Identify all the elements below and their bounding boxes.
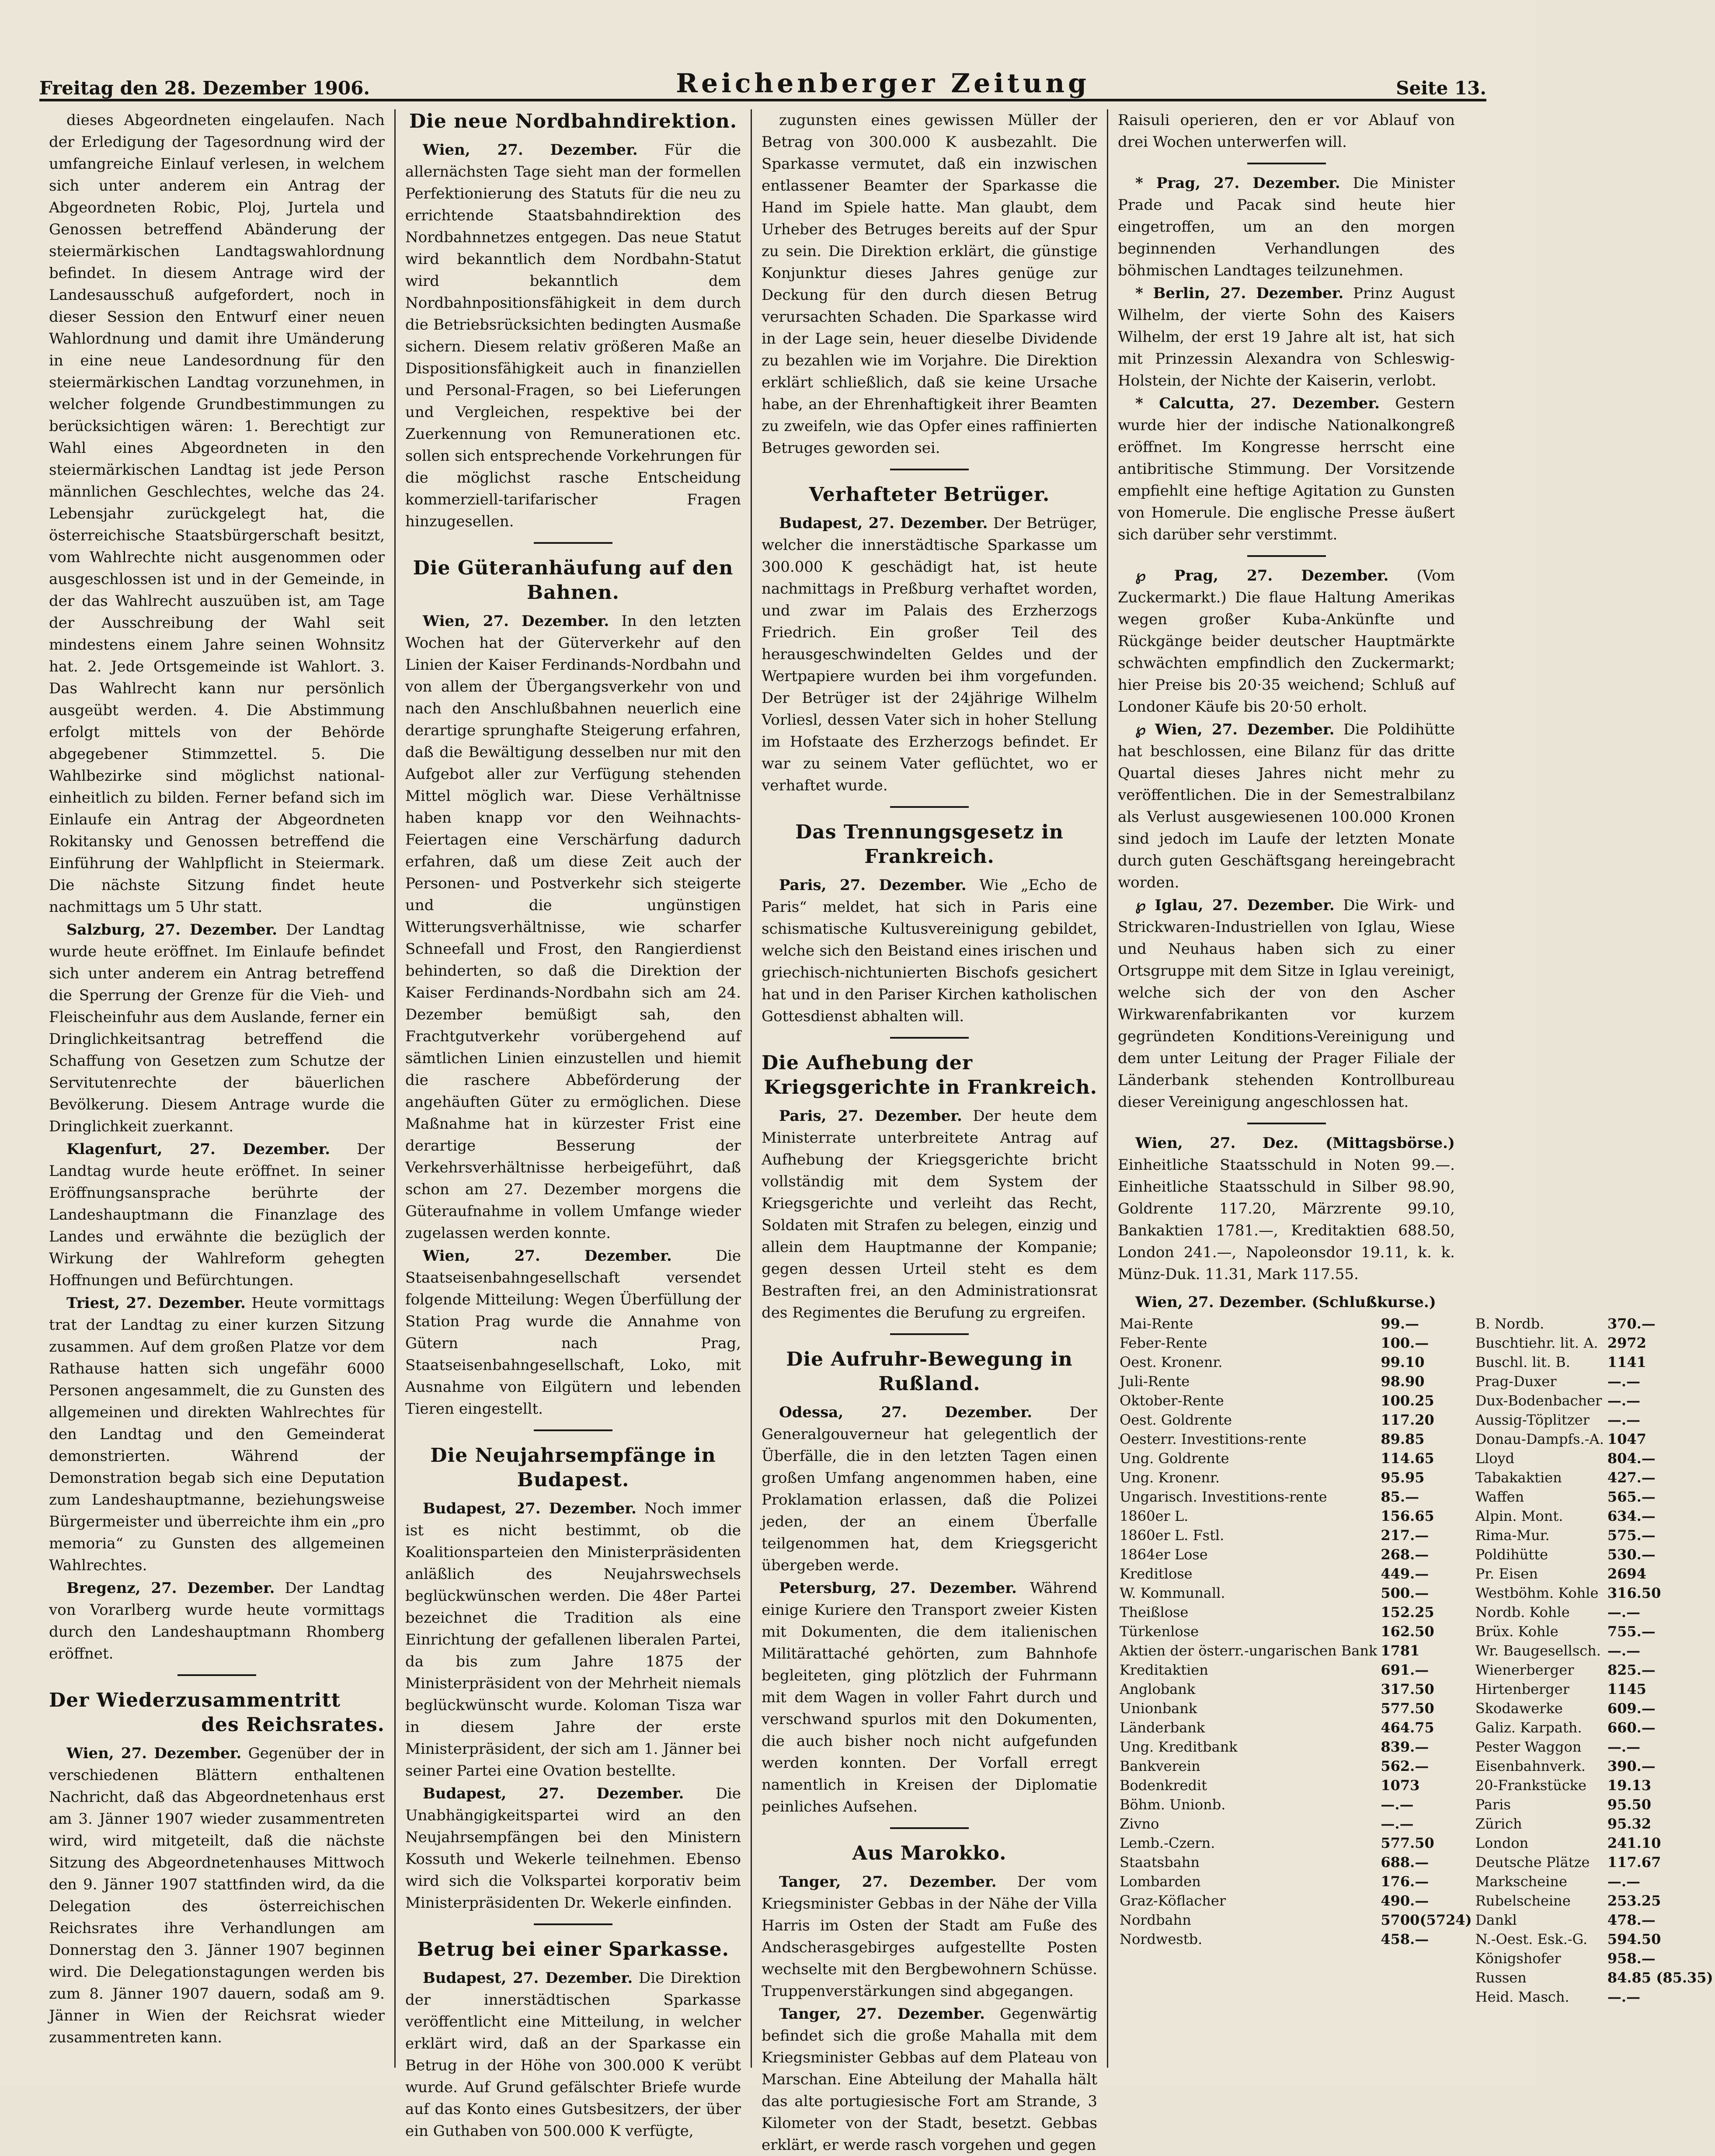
- article-text: Raisuli operieren, den er vor Ablauf von drei Wochen unterwerfen will.: [1118, 111, 1455, 151]
- stock-name: Staatsbahn: [1120, 1854, 1200, 1871]
- dateline: Tanger, 27. Dezember.: [779, 1873, 997, 1891]
- stock-row: [1118, 1833, 1715, 1853]
- article-body: Gegenüber der in verschiedenen Blättern enthaltenen Nachricht, daß das Abgeordnetenhaus erst am 3. Jänner 1907 wieder zusammentreten wird, wird mitgeteilt, daß die nächste Sitzung des Abgeordnetenhauses Mittwoch den 9. Jänner 1907 stattfinden wird, da die Delegation des österreichischen Reichsrates ihre Verhandlungen am Donnerstag den 3. Jänner 1907 beginnen wird. Die Delegationstagungen werden bis zum 8. Jänner 1907 dauern, sodaß am 9. Jänner in Wien der Reichsrat wieder zusammentreten kann.: [49, 1745, 385, 2046]
- stock-price: 316.50: [1607, 1585, 1661, 1601]
- column-4: [1108, 109, 1713, 2068]
- stock-price: [1379, 1949, 1473, 1968]
- dateline: Budapest, 27. Dezember.: [423, 1500, 637, 1517]
- stock-price: 577.50: [1381, 1835, 1434, 1851]
- dateline: * Berlin, 27. Dezember.: [1135, 285, 1344, 302]
- stock-name: Markscheine: [1475, 1873, 1567, 1890]
- stock-name: 1860er L.: [1120, 1508, 1189, 1524]
- article-body: Heute vormittags trat der Landtag zu einer kurzen Sitzung zusammen. Auf dem großen Platze vor dem Rathause hatten sich ungefähr 6000 Personen angesammelt, die zu Gunsten des allgemeinen und direkten Wahlrechtes für den Landtag und den Gemeinderat demonstrierten. Während der Demonstration begab sich eine Deputation zum Landeshauptmanne, beziehungsweise Bürgermeister und überreichte ihm ein „pro memoria“ zu Gunsten des allgemeinen Wahlrechtes.: [49, 1294, 385, 1574]
- article-text: [1118, 172, 1455, 282]
- separator-rule: [890, 1827, 969, 1829]
- stock-name: Rima-Mur.: [1475, 1527, 1550, 1544]
- dateline: Wien, 27. Dezember.: [66, 1745, 242, 1762]
- stock-row: [1118, 1853, 1715, 1872]
- stock-name: Eisenbahnverk.: [1475, 1758, 1586, 1774]
- stock-name: Feber-Rente: [1120, 1335, 1207, 1351]
- stock-price: —.—: [1607, 1989, 1640, 2005]
- stock-price: 99.10: [1381, 1354, 1425, 1370]
- stock-row: [1118, 1526, 1715, 1545]
- stock-price: 691.—: [1381, 1662, 1429, 1678]
- article-text: [49, 1292, 385, 1576]
- stock-price: 95.32: [1607, 1815, 1652, 1832]
- stock-name: Buschtiehr. lit. A.: [1475, 1335, 1598, 1351]
- dateline: Wien, 27. Dez. (Mittagsbörse.): [1135, 1134, 1455, 1152]
- article-text: [762, 1105, 1097, 1324]
- dateline: Petersburg, 27. Dezember.: [779, 1579, 1017, 1597]
- stock-name: Aktien der österr.-ungarischen Bank: [1120, 1642, 1378, 1659]
- stock-name: Ung. Kronenr.: [1120, 1469, 1220, 1486]
- stock-row: [1118, 1718, 1715, 1737]
- dateline: Paris, 27. Dezember.: [779, 876, 967, 894]
- stock-price: —.—: [1607, 1642, 1640, 1659]
- dateline: Bregenz, 27. Dezember.: [66, 1579, 275, 1597]
- article-text: [762, 2003, 1097, 2156]
- stock-name: Skodawerke: [1475, 1700, 1563, 1717]
- stock-list-heading: [1118, 1291, 1455, 1313]
- stock-name: Brüx. Kohle: [1475, 1623, 1558, 1640]
- article-text: [1118, 282, 1455, 392]
- stock-price: 1047: [1607, 1431, 1646, 1447]
- stock-quotes-table: [1118, 1314, 1715, 2006]
- stock-price: 825.—: [1607, 1662, 1656, 1678]
- stock-row: [1118, 1314, 1715, 1333]
- masthead: Reichenberger Zeitung: [676, 68, 1090, 99]
- stock-name: Nordwestb.: [1120, 1931, 1203, 1947]
- separator-rule: [890, 806, 969, 808]
- stock-row: [1118, 1487, 1715, 1506]
- column-1: [39, 109, 396, 2068]
- stock-name: Donau-Dampfs.-A.: [1475, 1431, 1604, 1447]
- stock-price: 162.50: [1381, 1623, 1434, 1640]
- stock-name: Zürich: [1475, 1815, 1522, 1832]
- stock-price: 89.85: [1381, 1431, 1425, 1447]
- article-body: Der Generalgouverneur hat gelegentlich der Überfälle, die in den letzten Tagen einen großen Umfang angenommen haben, eine Proklamation erlassen, daß die Polizei jeden, der an einem Überfalle teilgenommen hat, dem Kriegsgericht übergeben werde.: [762, 1404, 1097, 1574]
- stock-row: [1118, 1756, 1715, 1776]
- dateline: Salzburg, 27. Dezember.: [66, 921, 278, 939]
- stock-row: [1118, 1410, 1715, 1429]
- stock-price: 156.65: [1381, 1508, 1434, 1524]
- headline: Die Aufruhr-Bewegung in Rußland.: [786, 1348, 1073, 1395]
- stock-name: 1860er L. Fstl.: [1120, 1527, 1225, 1544]
- stock-name: [1118, 1949, 1379, 1968]
- dateline: ℘ Iglau, 27. Dezember.: [1135, 897, 1335, 914]
- stock-price: [1379, 1987, 1473, 2006]
- stock-price: 1141: [1607, 1354, 1646, 1370]
- stock-price: 114.65: [1381, 1450, 1434, 1467]
- stock-name: Prag-Duxer: [1475, 1373, 1557, 1390]
- dateline: Budapest, 27. Dezember.: [423, 1785, 684, 1802]
- stock-price: 755.—: [1607, 1623, 1656, 1640]
- article-body: Die Minister Prade und Pacak sind heute hier eingetroffen, um an den morgen beginnenden Verhandlungen des böhmischen Landtages teilzunehmen.: [1118, 174, 1455, 279]
- stock-name: Juli-Rente: [1120, 1373, 1190, 1390]
- stock-price: 562.—: [1381, 1758, 1429, 1774]
- stock-name: Kreditaktien: [1120, 1662, 1208, 1678]
- dateline: Tanger, 27. Dezember.: [779, 2005, 985, 2023]
- article-body: Während einige Kuriere den Transport zweier Kisten mit Dokumenten, die dem italienischen Militärattaché gehörten, zum Bahnhofe begleiteten, ging plötzlich der Fuhrmann mit dem Wagen in voller Fahrt durch und verschwand spurlos mit den Dokumenten, die auch bisher noch nicht aufgefunden werden konnten. Der Vorfall erregt namentlich in Kreisen der Diplomatie peinliches Aufsehen.: [762, 1579, 1098, 1815]
- stock-price: 370.—: [1607, 1315, 1656, 1332]
- stock-row: [1118, 1603, 1715, 1622]
- separator-rule: [177, 1674, 256, 1676]
- stock-price: 117.67: [1607, 1854, 1661, 1871]
- column-3: [752, 109, 1108, 2154]
- stock-name: 1864er Lose: [1120, 1546, 1208, 1563]
- separator-rule: [890, 469, 969, 470]
- article-body: Für die allernächsten Tage sieht man der formellen Perfektionierung des Statuts für die neu zu errichtende Staatsbahndirektion des Nordbahnnetzes entgegen. Das neue Statut wird bekanntlich dem Nordbahn-Statut wird bekanntlich dem Nordbahnpositionsfähigkeit in dem durch die Betriebsrücksichten bedingten Ausmaße sichern. Diesem relativ größeren Maße an Dispositionsfähigkeit auch in finanziellen und Personal-Fragen, so bei Lieferungen und Vergleichen, respektive bei der Zuerkennung von Remunerationen etc. sollen sich entsprechende Vorkehrungen für die möglichst rasche Entscheidung kommerziell-tarifarischer Fragen hinzugesellen.: [405, 141, 741, 530]
- article-body: In den letzten Wochen hat der Güterverkehr auf den Linien der Kaiser Ferdinands-Nordbahn und von allem der Übergangsverkehr von und nach den Anschlußbahnen neuerlich eine derartige sprunghafte Steigerung erfahren, daß die Bewältigung desselben nur mit den Aufgebot aller zur Verfügung stehenden Mittel möglich war. Diese Verhältnisse haben knapp vor den Weihnachts-Feiertagen eine Verschärfung dadurch erfahren, daß um diese Zeit auch der Personen- und Postverkehr sich steigerte und die ungünstigen Witterungsverhältnisse, wie scharfer Schneefall und Frost, den Rangierdienst behinderten, so daß die Direktion der Kaiser Ferdinands-Nordbahn sich am 24. Dezember bemüßigt sah, den Frachtgutverkehr vorübergehend auf sämtlichen Linien einzustellen und hiemit die raschere Abbeförderung der angehäuften Güter zu ermöglichen. Diese Maßnahme hat in kürzester Frist eine derartige Besserung der Verkehrsverhältnisse herbeigeführt, daß schon am 27. Dezember morgens die Güteraufnahme in vollem Umfange wieder zugelassen werden konnte.: [405, 612, 741, 1242]
- stock-price: 253.25: [1607, 1892, 1661, 1909]
- stock-name: Nordbahn: [1120, 1912, 1191, 1928]
- stock-row: [1118, 1891, 1715, 1910]
- article-text: [405, 1245, 741, 1420]
- stock-price: 449.—: [1381, 1565, 1429, 1582]
- stock-price: 241.10: [1607, 1835, 1661, 1851]
- dateline: ℘ Wien, 27. Dezember.: [1135, 721, 1335, 738]
- article-body: Noch immer ist es nicht bestimmt, ob die Koalitionsparteien den Ministerpräsidenten anläßlich des Neujahrswechsels beglückwünschen werden. Die 48er Partei bezeichnet die Tradition als eine Einrichtung der gefallenen liberalen Partei, da bis zum Jahre 1875 der Ministerpräsident von der Mehrheit niemals beglückwünscht wurde. Koloman Tisza war in diesem Jahre der erste Ministerpräsident, der sich am 1. Jänner bei seiner Partei eine Ovation bestellte.: [405, 1500, 741, 1780]
- stock-row: [1118, 1795, 1715, 1814]
- headline: Die neue Nordbahndirektion.: [409, 110, 737, 132]
- stock-price: —.—: [1607, 1739, 1640, 1755]
- stock-name: Buschl. lit. B.: [1475, 1354, 1570, 1370]
- stock-row: [1118, 1391, 1715, 1410]
- stock-name: Deutsche Plätze: [1475, 1854, 1590, 1871]
- stock-price: 100.25: [1381, 1392, 1434, 1409]
- stock-name: [1118, 1968, 1379, 1987]
- stock-name: Nordb. Kohle: [1475, 1604, 1570, 1620]
- headline: Der Wiederzusammentritt: [49, 1689, 341, 1711]
- dateline: * Prag, 27. Dezember.: [1135, 174, 1340, 192]
- stock-name: Lloyd: [1475, 1450, 1515, 1467]
- stock-price: 1145: [1607, 1681, 1646, 1697]
- stock-name: Lombarden: [1120, 1873, 1201, 1890]
- stock-price: 317.50: [1381, 1681, 1434, 1697]
- stock-price: [1379, 1968, 1473, 1987]
- stock-row: [1118, 1660, 1715, 1680]
- article-body: Die Staatseisenbahngesellschaft versendet folgende Mitteilung: Wegen Überfüllung der Station Prag wurde die Annahme von Gütern nach Prag, Staatseisenbahngesellschaft, Loko, mit Ausnahme von Eilgütern und lebenden Tieren eingestellt.: [405, 1247, 741, 1418]
- separator-rule: [534, 1429, 612, 1431]
- stock-price: 530.—: [1607, 1546, 1656, 1563]
- article-text: [405, 610, 741, 1244]
- article-text: zugunsten eines gewissen Müller der Betrag von 300.000 K ausbezahlt. Die Sparkasse vermutet, daß ein inzwischen entlassener Beamter der Sparkasse die Hand im Spiele hatte. Man glaubt, dem Urheber des Betruges bereits auf der Spur zu sein. Die Direktion erklärt, die günstige Konjunktur dieses Jahres genüge zur Deckung für den durch diesen Betrug verursachten Schaden. Die Sparkasse wird in der Lage sein, heuer dieselbe Dividende zu bezahlen wie im Vorjahre. Die Direktion erklärt schließlich, daß sie keine Ursache habe, an der Ehrenhaftigkeit ihrer Beamten zu zweifeln, wie das Opfer eines raffinierten Betruges geworden sei.: [762, 111, 1097, 457]
- stock-price: 500.—: [1381, 1585, 1429, 1601]
- stock-row: [1118, 1737, 1715, 1756]
- page-number: Seite 13.: [1396, 77, 1486, 99]
- column-2: [396, 109, 752, 2140]
- stock-name: Wienerberger: [1475, 1662, 1574, 1678]
- article-body: (Vom Zuckermarkt.) Die flaue Haltung Amerikas wegen großer Kuba-Ankünfte und Rückgänge beider deutscher Hauptmärkte schwächten empfindlich den Zuckermarkt; hier Preise bis 20·35 weichend; Schluß auf Londoner Käufe bis 20·50 erholt.: [1118, 567, 1455, 716]
- stock-name: W. Kommunall.: [1120, 1585, 1225, 1601]
- headline: Kriegsgerichte in Frankreich.: [764, 1076, 1097, 1099]
- stock-row: [1118, 1987, 1715, 2006]
- article-body: Der heute dem Ministerrate unterbreitete Antrag auf Aufhebung der Kriegsgerichte bricht vollständig mit dem System der Kriegsgerichte und verleiht das Recht, Soldaten mit Strafen zu belegen, einzig und allein dem Hauptmanne der Kompanie; gegen dessen Urteil steht es dem Bestraften frei, an den Administrationsrat des Regimentes die Berufung zu ergreifen.: [762, 1107, 1098, 1321]
- stock-name: Graz-Köflacher: [1120, 1892, 1226, 1909]
- headline: Die Aufhebung der: [762, 1052, 973, 1074]
- article-text: [405, 1967, 741, 2142]
- article-text: [1118, 894, 1455, 1113]
- stock-name: N.-Oest. Esk.-G.: [1475, 1931, 1588, 1947]
- article-body: Der Landtag wurde heute eröffnet. Im Einlaufe befindet sich unter anderem ein Antrag betreffend die Sperrung der Grenze für die Vieh- und Fleischeinfuhr aus dem Auslande, ferner ein Dringlichkeitsantrag betreffend die Schaffung von Gesetzen zum Schutze der Servitutenrechte der bäuerlichen Bevölkerung. Diesem Antrage wurde die Dringlichkeit zuerkannt.: [49, 921, 385, 1135]
- article-text: [762, 1401, 1097, 1576]
- stock-price: 268.—: [1381, 1546, 1429, 1563]
- stock-name: Ungarisch. Investitions-rente: [1120, 1488, 1327, 1505]
- stock-name: Mai-Rente: [1120, 1315, 1193, 1332]
- dateline: ℘ Prag, 27. Dezember.: [1135, 567, 1389, 584]
- article-text: [49, 919, 385, 1137]
- stock-row: [1118, 1680, 1715, 1699]
- stock-name: 20-Frankstücke: [1475, 1777, 1586, 1794]
- headline: Die Güteranhäufung auf den Bahnen.: [413, 557, 734, 604]
- stock-name: Dux-Bodenbacher: [1475, 1392, 1602, 1409]
- stock-price: 176.—: [1381, 1873, 1429, 1890]
- stock-price: 575.—: [1607, 1527, 1656, 1544]
- article-text: [49, 1138, 385, 1291]
- stock-row: [1118, 1583, 1715, 1603]
- stock-row: [1118, 1449, 1715, 1468]
- stock-price: 1781: [1381, 1642, 1420, 1659]
- dateline: Wien, 27. Dezember.: [423, 141, 638, 159]
- stock-name: Bodenkredit: [1120, 1777, 1207, 1794]
- stock-name: Poldihütte: [1475, 1546, 1548, 1563]
- separator-rule: [1247, 555, 1326, 557]
- article-text: [762, 512, 1097, 796]
- stock-name: Oest. Goldrente: [1120, 1412, 1232, 1428]
- stock-quotes-body: [1118, 1314, 1715, 2006]
- stock-price: —.—: [1607, 1604, 1640, 1620]
- headline: des Reichsrates.: [201, 1714, 385, 1736]
- dateline: Odessa, 27. Dezember.: [779, 1404, 1033, 1421]
- article-body: Gegenwärtig befindet sich die große Mahalla mit dem Kriegsminister Gebbas auf dem Plateau von Marschan. Eine Abteilung der Mahalla hält das alte portugiesische Fort am Strande, 3 Kilometer von der Stadt, besetzt. Gebbas erklärt, er werde rasch vorgehen und gegen: [762, 2005, 1098, 2154]
- stock-price: 152.25: [1381, 1604, 1434, 1620]
- dateline: * Calcutta, 27. Dezember.: [1135, 395, 1380, 412]
- headline: Verhafteter Betrüger.: [809, 483, 1050, 506]
- article-body: Prinz August Wilhelm, der vierte Sohn des Kaisers Wilhelm, der erst 19 Jahre alt ist, hat sich mit Prinzessin Alexandra von Schleswig-Holstein, der Nichte der Kaiserin, verlobt.: [1118, 285, 1455, 389]
- stock-name: Türkenlose: [1120, 1623, 1199, 1640]
- article-body: Wie „Echo de Paris“ meldet, hat sich in Paris eine schismatische Kultusvereinigung gebildet, welche sich den Beistand eines irischen und griechisch-nichtunierten Bischofs gesichert hat und in den Pariser Kirchen katholischen Gottesdienst abhalten will.: [762, 876, 1098, 1025]
- stock-name: Alpin. Mont.: [1475, 1508, 1563, 1524]
- stock-price: 660.—: [1607, 1719, 1656, 1736]
- stock-name: Waffen: [1475, 1488, 1524, 1505]
- stock-name: Aussig-Töplitzer: [1475, 1412, 1590, 1428]
- stock-price: 478.—: [1607, 1912, 1656, 1928]
- stock-price: 594.50: [1607, 1931, 1661, 1947]
- stock-name: Anglobank: [1120, 1681, 1196, 1697]
- dateline: Paris, 27. Dezember.: [779, 1107, 962, 1125]
- article-text: [762, 1577, 1097, 1818]
- stock-name: London: [1475, 1835, 1529, 1851]
- stock-name: Kreditlose: [1120, 1565, 1193, 1582]
- stock-price: 2972: [1607, 1335, 1646, 1351]
- stock-price: 100.—: [1381, 1335, 1429, 1351]
- stock-name: Ung. Goldrente: [1120, 1450, 1229, 1467]
- stock-name: Westböhm. Kohle: [1475, 1585, 1599, 1601]
- stock-price: —.—: [1607, 1392, 1640, 1409]
- stock-name: Königshofer: [1475, 1950, 1561, 1967]
- stock-price: 688.—: [1381, 1854, 1429, 1871]
- stock-price: 5700(5724): [1381, 1912, 1472, 1928]
- article-body: Der Landtag wurde heute eröffnet. In seiner Eröffnungsansprache berührte der Landeshauptmann die Finanzlage des Landes und erwähnte die bezüglich der Wirkung der Wahlreform gehegten Hoffnungen und Befürchtungen.: [49, 1141, 385, 1289]
- stock-price: 95.50: [1607, 1796, 1652, 1813]
- stock-row: [1118, 1353, 1715, 1372]
- stock-price: 958.—: [1607, 1950, 1656, 1967]
- stock-price: —.—: [1607, 1412, 1640, 1428]
- stock-price: —.—: [1607, 1873, 1640, 1890]
- stock-row: [1118, 1814, 1715, 1833]
- stock-row: [1118, 1564, 1715, 1583]
- stock-price: 1073: [1381, 1777, 1420, 1794]
- stock-row: [1118, 1468, 1715, 1487]
- stock-name: Unionbank: [1120, 1700, 1197, 1717]
- stock-name: Tabakaktien: [1475, 1469, 1562, 1486]
- stock-row: [1118, 1930, 1715, 1949]
- stock-price: 458.—: [1381, 1931, 1429, 1947]
- stock-row: [1118, 1372, 1715, 1391]
- stock-name: Dankl: [1475, 1912, 1517, 1928]
- stock-price: 634.—: [1607, 1508, 1656, 1524]
- article-body: Der vom Kriegsminister Gebbas in der Nähe der Villa Harris im Osten der Stadt am Fuße des Andscherasgebirges aufgestellte Posten wechselte mit den Bergbewohnern Schüsse. Truppenverstärkungen sind abgegangen.: [762, 1873, 1098, 2000]
- dateline: Klagenfurt, 27. Dezember.: [66, 1141, 330, 1158]
- separator-rule: [890, 1037, 969, 1039]
- stock-name: Zivno: [1120, 1815, 1159, 1832]
- dateline: Wien, 27. Dezember.: [423, 612, 609, 630]
- stock-price: 98.90: [1381, 1373, 1425, 1390]
- stock-name: Pester Waggon: [1475, 1739, 1582, 1755]
- article-text: [49, 1742, 385, 2048]
- market-report: [1118, 1132, 1455, 1285]
- headline: Betrug bei einer Sparkasse.: [417, 1938, 729, 1961]
- article-text: [405, 1498, 741, 1782]
- dateline: Triest, 27. Dezember.: [66, 1294, 246, 1312]
- stock-list-title: (Schlußkurse.): [1311, 1294, 1436, 1311]
- separator-rule: [534, 542, 612, 544]
- article-body: Der Betrüger, welcher die innerstädtische Sparkasse um 300.000 K geschädigt hat, ist heute nachmittags in Preßburg verhaftet worden, und zwar im Palais des Erzherzogs Friedrich. Ein großer Teil des herausgeschwindelten Geldes und der Wertpapiere wurden bei ihm vorgefunden. Der Betrüger ist der 24jährige Wilhelm Vorliesl, dessen Vater sich in hoher Stellung im Hofstaate des Erzherzogs befindet. Er war zu seinem Vater geflüchtet, wo er verhaftet wurde.: [762, 515, 1097, 794]
- stock-price: 95.95: [1381, 1469, 1425, 1486]
- dateline: Wien, 27. Dezember.: [1135, 1294, 1307, 1311]
- article-text: [49, 1577, 385, 1665]
- page-header: [39, 61, 1486, 101]
- dateline: Wien, 27. Dezember.: [423, 1247, 672, 1265]
- article-body: Die Unabhängigkeitspartei wird an den Neujahrsempfängen bei den Ministern Kossuth und Wekerle teilnehmen. Ebenso wird sich die Volkspartei korporativ beim Ministerpräsidenten Dr. Wekerle einfinden.: [405, 1785, 741, 1912]
- stock-name: Bankverein: [1120, 1758, 1200, 1774]
- article-text: [762, 1871, 1097, 2002]
- article-text: [762, 874, 1097, 1027]
- stock-name: [1118, 1987, 1379, 2006]
- stock-price: 117.20: [1381, 1412, 1434, 1428]
- stock-price: 84.85 (85.35): [1607, 1969, 1713, 1986]
- stock-name: Galiz. Karpath.: [1475, 1719, 1582, 1736]
- stock-price: 85.—: [1381, 1488, 1419, 1505]
- article-text: [1118, 565, 1455, 718]
- stock-name: Lemb.-Czern.: [1120, 1835, 1215, 1851]
- separator-rule: [1247, 1123, 1326, 1124]
- stock-price: 2694: [1607, 1565, 1646, 1582]
- stock-price: 427.—: [1607, 1469, 1656, 1486]
- stock-row: [1118, 1910, 1715, 1930]
- stock-price: 490.—: [1381, 1892, 1429, 1909]
- article-text: [405, 139, 741, 532]
- stock-price: 565.—: [1607, 1488, 1656, 1505]
- stock-row: [1118, 1968, 1715, 1987]
- headline: Das Trennungsgesetz in Frankreich.: [795, 821, 1064, 868]
- stock-name: Ung. Kreditbank: [1120, 1739, 1238, 1755]
- stock-name: Pr. Eisen: [1475, 1565, 1538, 1582]
- stock-name: Russen: [1475, 1969, 1527, 1986]
- stock-name: Oktober-Rente: [1120, 1392, 1224, 1409]
- dateline: Budapest, 27. Dezember.: [779, 515, 988, 532]
- stock-name: B. Nordb.: [1475, 1315, 1545, 1332]
- article-text: [1118, 393, 1455, 546]
- separator-rule: [890, 1333, 969, 1335]
- article-body: Der Landtag von Vorarlberg wurde heute vormittags durch den Landeshauptmann Rhomberg eröffnet.: [49, 1579, 385, 1662]
- stock-name: Länderbank: [1120, 1719, 1205, 1736]
- separator-rule: [1247, 163, 1326, 164]
- stock-price: 464.75: [1381, 1719, 1434, 1736]
- article-body: Die Wirk- und Strickwaren-Industriellen von Iglau, Wiese und Neuhaus haben sich zu einer Ortsgruppe mit dem Sitze in Iglau vereinigt, welche sich der von den Ascher Wirkwarenfabrikanten vor kurzem gegründeten Konditions-Vereinigung und dem unter Leitung der Prager Filiale der Länderbank stehenden Kontrollbureau dieser Vereinigung angeschlossen hat.: [1118, 897, 1455, 1111]
- stock-row: [1118, 1872, 1715, 1891]
- stock-name: Hirtenberger: [1475, 1681, 1570, 1697]
- stock-price: 19.13: [1607, 1777, 1652, 1794]
- article-body: Einheitliche Staatsschuld in Noten 99.—. Einheitliche Staatsschuld in Silber 98.90, Goldrente 117.20, Märzrente 99.10, Bankaktien 1781.—, Kreditaktien 688.50, London 241.—, Napoleonsdor 19.11, k. k. Münz-Duk. 11.31, Mark 117.55.: [1118, 1156, 1455, 1283]
- stock-name: Oest. Kronenr.: [1120, 1354, 1223, 1370]
- stock-price: 577.50: [1381, 1700, 1434, 1717]
- stock-row: [1118, 1699, 1715, 1718]
- stock-row: [1118, 1333, 1715, 1353]
- stock-name: Heid. Masch.: [1475, 1989, 1569, 2005]
- article-text: dieses Abgeordneten eingelaufen. Nach der Erledigung der Tagesordnung wird der umfangreiche Einlauf verlesen, in welchem sich unter anderem ein Antrag der Abgeordneten Robic, Ploj, Jurtela und Genossen betreffend Abänderung der steiermärkischen Landtagswahlordnung befindet. In diesem Antrage wird der Landesausschuß aufgefordert, noch in dieser Session den Entwurf einer neuen Wahlordnung und damit ihre Umänderung in eine neue Landesordnung für den steiermärkischen Landtag vorzunehmen, in welcher folgende Grundbestimmungen zu berücksichtigen wären: 1. Berechtigt zur Wahl eines Abgeordneten in den steiermärkischen Landtag ist jede Person männlichen Geschlechtes, welche das 24. Lebensjahr zurückgelegt hat, die österreichische Staatsbürgerschaft besitzt, vom Wahlrechte nicht ausgenommen oder ausgeschlossen ist und in der Gemeinde, in der das Wahlrecht auszuüben ist, am Tage der Ausschreibung der Wahl seit mindestens einem Jahre seinen Wohnsitz hat. 2. Jede Ortsgemeinde ist Wahlort. 3. Das Wahlrecht kann nur persönlich ausgeübt werden. 4. Die Abstimmung erfolgt mittels von der Behörde abgegebener Stimmzettel. 5. Die Wahlbezirke sind möglichst national-einheitlich zu bilden. Ferner befand sich im Einlaufe ein Antrag der Abgeordneten Rokitansky und Genossen betreffend die Einführung der Wahlpflicht in Steiermark. Die nächste Sitzung findet heute nachmittags um 5 Uhr statt.: [49, 111, 385, 916]
- stock-name: Rubelscheine: [1475, 1892, 1571, 1909]
- stock-row: [1118, 1545, 1715, 1564]
- stock-price: 609.—: [1607, 1700, 1656, 1717]
- text-columns: [39, 109, 1713, 2154]
- stock-name: Theißlose: [1120, 1604, 1189, 1620]
- stock-name: Wr. Baugesellsch.: [1475, 1642, 1601, 1659]
- stock-price: —.—: [1607, 1373, 1640, 1390]
- stock-price: 217.—: [1381, 1527, 1429, 1544]
- stock-price: 839.—: [1381, 1739, 1429, 1755]
- article-body: Die Direktion der innerstädtischen Sparkasse veröffentlicht eine Mitteilung, in welcher erklärt wird, daß an der Sparkasse ein Betrug in der Höhe von 300.000 K verübt wurde. Auf Grund gefälschter Briefe wurde auf das Konto eines Gutsbesitzers, der über ein Guthaben von 500.000 K verfügte,: [405, 1969, 741, 2140]
- stock-row: [1118, 1506, 1715, 1526]
- issue-date: Freitag den 28. Dezember 1906.: [39, 77, 370, 99]
- headline: Aus Marokko.: [852, 1842, 1007, 1864]
- stock-name: Böhm. Unionb.: [1120, 1796, 1226, 1813]
- stock-row: [1118, 1949, 1715, 1968]
- stock-price: 390.—: [1607, 1758, 1656, 1774]
- headline: Die Neujahrsempfänge in Budapest.: [430, 1444, 716, 1491]
- stock-price: —.—: [1381, 1815, 1414, 1832]
- stock-price: —.—: [1381, 1796, 1414, 1813]
- separator-rule: [534, 1923, 612, 1925]
- stock-row: [1118, 1429, 1715, 1449]
- stock-price: 804.—: [1607, 1450, 1656, 1467]
- stock-row: [1118, 1776, 1715, 1795]
- article-text: [1118, 719, 1455, 894]
- stock-row: [1118, 1622, 1715, 1641]
- stock-row: [1118, 1641, 1715, 1660]
- article-body: Die Poldihütte hat beschlossen, eine Bilanz für das dritte Quartal dieses Jahres nicht mehr zu veröffentlichen. Die in der Semestralbilanz als Verlust ausgewiesenen 100.000 Kronen sind jedoch im Laufe der letzten Monate durch guten Geschäftsgang hereingebracht worden.: [1118, 721, 1455, 891]
- article-body: Gestern wurde hier der indische Nationalkongreß eröffnet. Im Kongresse herrscht eine antibritische Stimmung. Der Vorsitzende empfiehlt eine heftige Agitation zu Gunsten von Homerule. Die englische Presse äußert sich darüber sehr verstimmt.: [1118, 395, 1455, 543]
- dateline: Budapest, 27. Dezember.: [423, 1969, 633, 1987]
- stock-name: Oesterr. Investitions-rente: [1120, 1431, 1307, 1447]
- article-text: [405, 1783, 741, 1914]
- stock-price: 99.—: [1381, 1315, 1419, 1332]
- stock-name: Paris: [1475, 1796, 1511, 1813]
